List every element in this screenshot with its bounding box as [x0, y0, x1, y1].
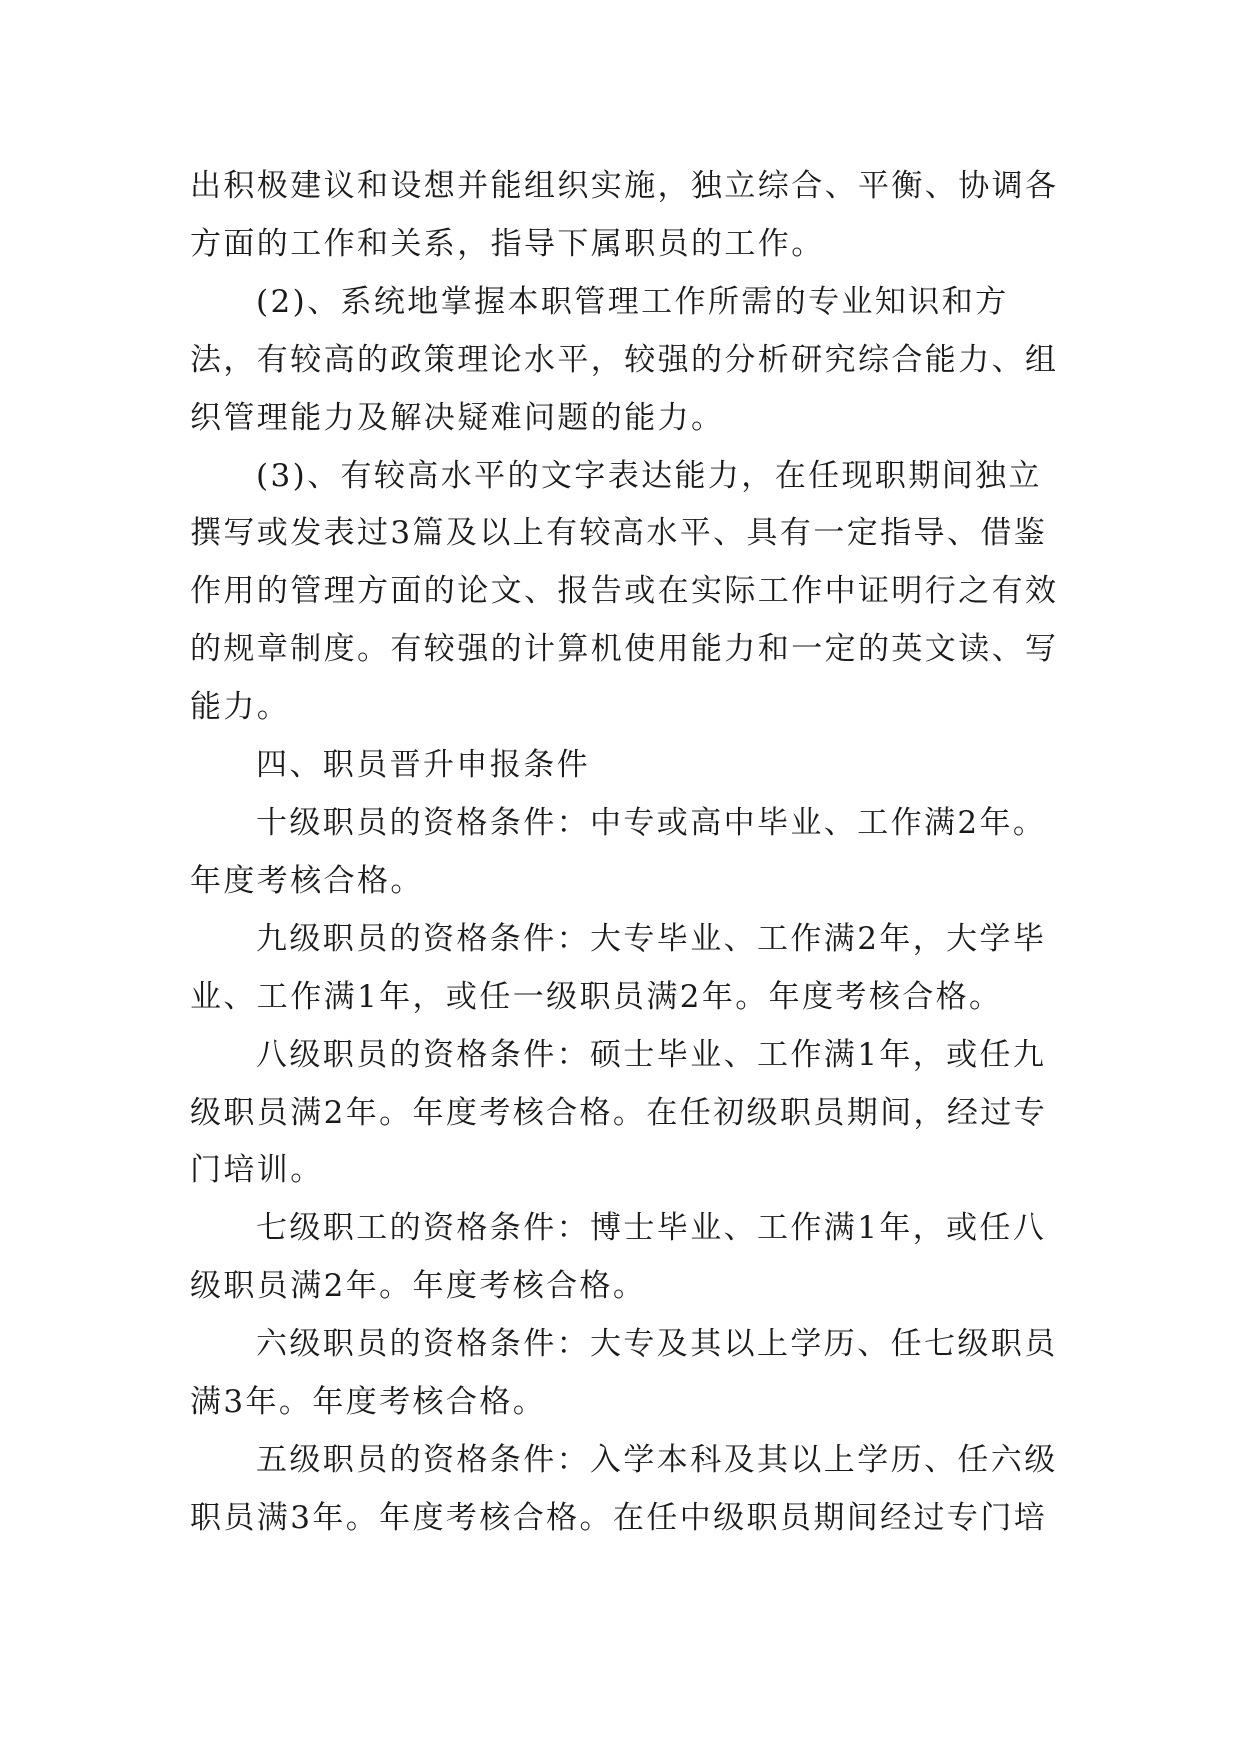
paragraph-item-3: (3)、有较高水平的文字表达能力，在任现职期间独立撰写或发表过3篇及以上有较高水平、具有一定指导、借鉴作用的管理方面的论文、报告或在实际工作中证明行之有效的规章制度。有较强的计算机使用能力和一定的英文读、写能力。 [190, 457, 1059, 726]
paragraph-continuation: 出积极建议和设想并能组织实施，独立综合、平衡、协调各方面的工作和关系，指导下属职员的工作。 [190, 168, 1059, 262]
paragraph-level-8: 八级职员的资格条件：硕士毕业、工作满1年，或任九级职员满2年。年度考核合格。在任初级职员期间，经过专门培训。 [190, 1036, 1048, 1189]
paragraph-level-7: 七级职工的资格条件：博士毕业、工作满1年，或任八级职员满2年。年度考核合格。 [190, 1210, 1047, 1305]
paragraph-item-2: (2)、系统地掌握本职管理工作所需的专业知识和方法，有较高的政策理论水平，较强的分析研究综合能力、组织管理能力及解决疑难问题的能力。 [190, 283, 1059, 436]
paragraph-level-9: 九级职员的资格条件：大专毕业、工作满2年，大学毕业、工作满1年，或任一级职员满2年。年度考核合格。 [190, 920, 1047, 1015]
section-heading: 四、职员晋升申报条件 [256, 747, 590, 784]
paragraph-level-6: 六级职员的资格条件：大专及其以上学历、任七级职员满3年。年度考核合格。 [190, 1326, 1058, 1421]
paragraph-level-5: 五级职员的资格条件：入学本科及其以上学历、任六级职员满3年。年度考核合格。在任中级职员期间经过专门培 [190, 1441, 1058, 1536]
paragraph-level-10: 十级职员的资格条件：中专或高中毕业、工作满2年。年度考核合格。 [190, 804, 1047, 899]
document-body [190, 158, 1060, 1548]
